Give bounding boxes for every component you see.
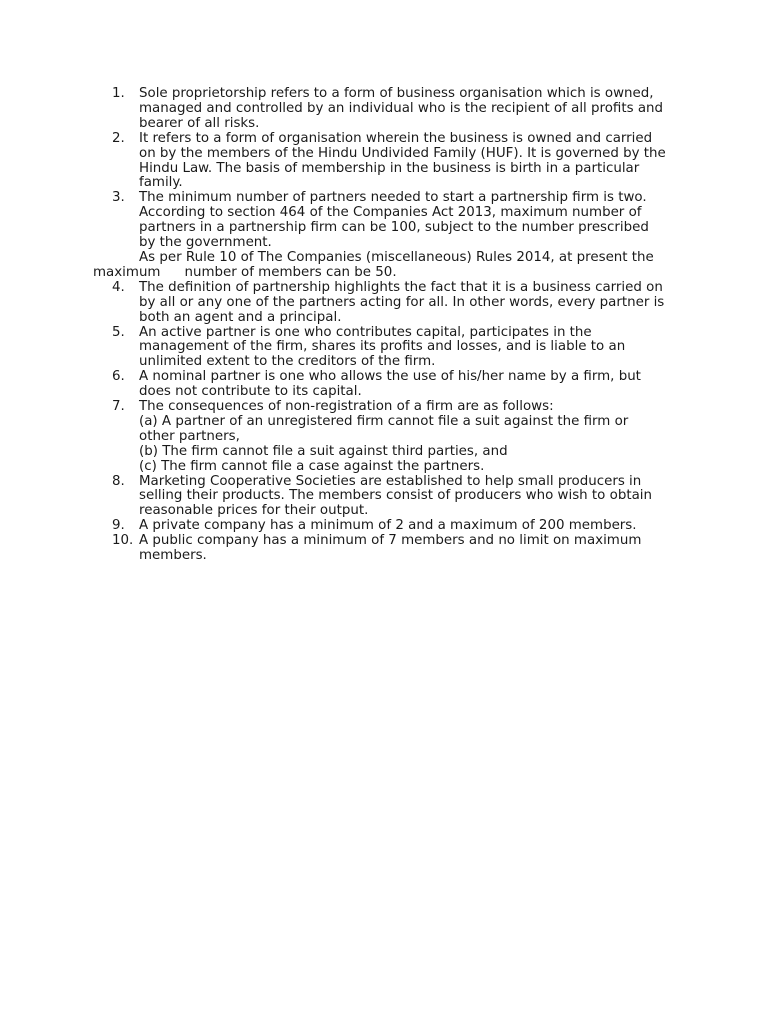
item-text-line: Marketing Cooperative Societies are established to help small producers in [139, 473, 642, 489]
item-text-line: selling their products. The members consist of producers who wish to obtain [139, 488, 652, 504]
item-text-line: Hindu Law. The basis of membership in the business is birth in a particular [139, 160, 640, 176]
list-item [0, 191, 679, 280]
item-continuation-line [93, 266, 679, 281]
item-text-line: unlimited extent to the creditors of the firm. [139, 354, 436, 370]
item-text-line: family. [139, 175, 183, 191]
list-number: 3. [112, 190, 125, 206]
list-item [0, 132, 679, 192]
document-page [0, 87, 768, 564]
list-number: 10. [112, 533, 134, 549]
item-text-line: Sole proprietorship refers to a form of business organisation which is owned, [139, 86, 654, 101]
continuation-text: number of members can be 50. [184, 264, 397, 280]
list-number: 8. [112, 473, 125, 489]
item-text-line: A nominal partner is one who allows the use of his/her name by a firm, but [139, 369, 641, 385]
continuation-word: maximum [93, 264, 161, 280]
item-text-line: (b) The firm cannot file a suit against third parties, and [139, 443, 508, 459]
item-text-line: According to section 464 of the Companies Act 2013, maximum number of [139, 205, 642, 221]
list-item [0, 326, 679, 371]
item-text-line: partners in a partnership firm can be 100, subject to the number prescribed [139, 220, 649, 236]
list-item [0, 87, 679, 132]
item-text-line: A private company has a minimum of 2 and a maximum of 200 members. [139, 518, 637, 534]
list-item [0, 370, 679, 400]
item-text-line: An active partner is one who contributes capital, participates in the [139, 324, 592, 340]
list-item [0, 519, 679, 534]
item-text-line: The definition of partnership highlights the fact that it is a business carried on [139, 279, 663, 295]
list-number: 6. [112, 369, 125, 385]
list-number: 1. [112, 86, 125, 101]
item-text-line: bearer of all risks. [139, 115, 260, 131]
item-text-line: managed and controlled by an individual who is the recipient of all profits and [139, 100, 664, 116]
item-text-line: The minimum number of partners needed to start a partnership firm is two. [139, 190, 647, 206]
item-text-line: (a) A partner of an unregistered firm cannot file a suit against the firm or [139, 413, 629, 429]
item-text-line: other partners, [139, 428, 240, 444]
item-text-line: (c) The firm cannot file a case against the partners. [139, 458, 485, 474]
item-text-line: A public company has a minimum of 7 members and no limit on maximum [139, 533, 642, 549]
item-text-line: reasonable prices for their output. [139, 503, 369, 519]
item-text-line: by the government. [139, 235, 272, 251]
item-text-line: As per Rule 10 of The Companies (miscellaneous) Rules 2014, at present the [139, 249, 654, 265]
item-text-line: members. [139, 548, 207, 564]
list-number: 9. [112, 518, 125, 534]
list-number: 4. [112, 279, 125, 295]
list-item [0, 534, 679, 564]
item-text-line: on by the members of the Hindu Undivided Family (HUF). It is governed by the [139, 145, 666, 161]
item-text-line: The consequences of non-registration of a firm are as follows: [139, 399, 554, 415]
item-text-line: It refers to a form of organisation wherein the business is owned and carried [139, 130, 653, 146]
item-text-line: by all or any one of the partners acting for all. In other words, every partner is [139, 294, 665, 310]
list-item [0, 281, 679, 326]
list-number: 7. [112, 399, 125, 415]
list-number: 5. [112, 324, 125, 340]
list-item [0, 400, 679, 475]
item-text-line: both an agent and a principal. [139, 309, 342, 325]
item-text-line: does not contribute to its capital. [139, 384, 362, 400]
item-text-line: management of the firm, shares its profits and losses, and is liable to an [139, 339, 626, 355]
list-item [0, 475, 679, 520]
list-number: 2. [112, 130, 125, 146]
